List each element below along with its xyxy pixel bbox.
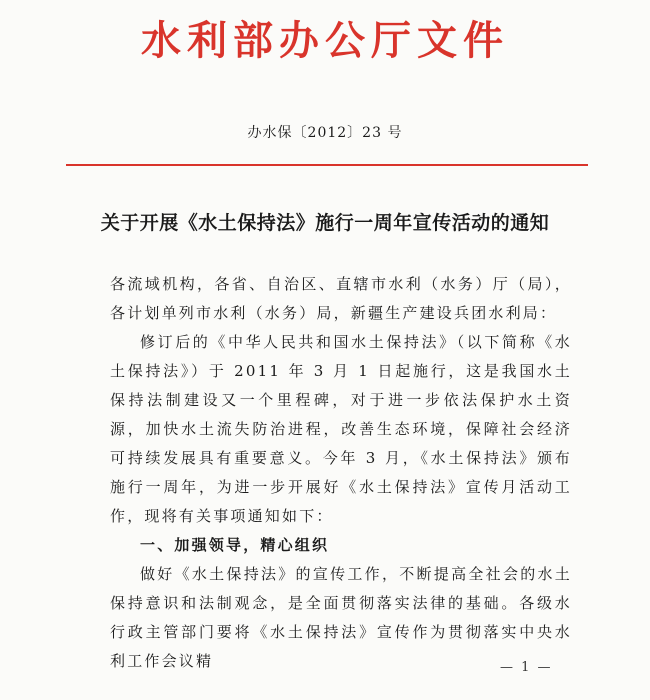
red-divider-line [66,164,588,166]
document-title: 关于开展《水土保持法》施行一周年宣传活动的通知 [100,212,550,234]
section-heading-1: 一、加强领导，精心组织 [140,536,330,554]
body-paragraph-2: 做好《水土保持法》的宣传工作，不断提高全社会的水土保持意识和法制观念，是全面贯彻落实法律的基础。各级水行政主管部门要将《水土保持法》宣传作为贯彻落实中央水利工作会议精 [110,565,572,670]
body-paragraph-1: 修订后的《中华人民共和国水土保持法》（以下简称《水土保持法》）于 2011 年 3 月 1 日起施行，这是我国水土保持法制建设又一个里程碑，对于进一步依法保护水土资源，加快水土流失防治进程，改善生态环境，保障社会经济可持续发展具有重要意义。今年 3 月，《水土保持法》颁布施行一周年，为进一步开展好《水土保持法》宣传月活动工作，现将有关事项通知如下： [110,333,572,525]
recipients-paragraph: 各流域机构，各省、自治区、直辖市水利（水务）厅（局），各计划单列市水利（水务）局，新疆生产建设兵团水利局： [110,275,572,322]
document-body [110,270,572,676]
page-number: — 1 — [500,660,553,675]
document-number: 办水保〔2012〕23 号 [247,125,403,141]
org-title-header: 水利部办公厅文件 [141,18,509,64]
